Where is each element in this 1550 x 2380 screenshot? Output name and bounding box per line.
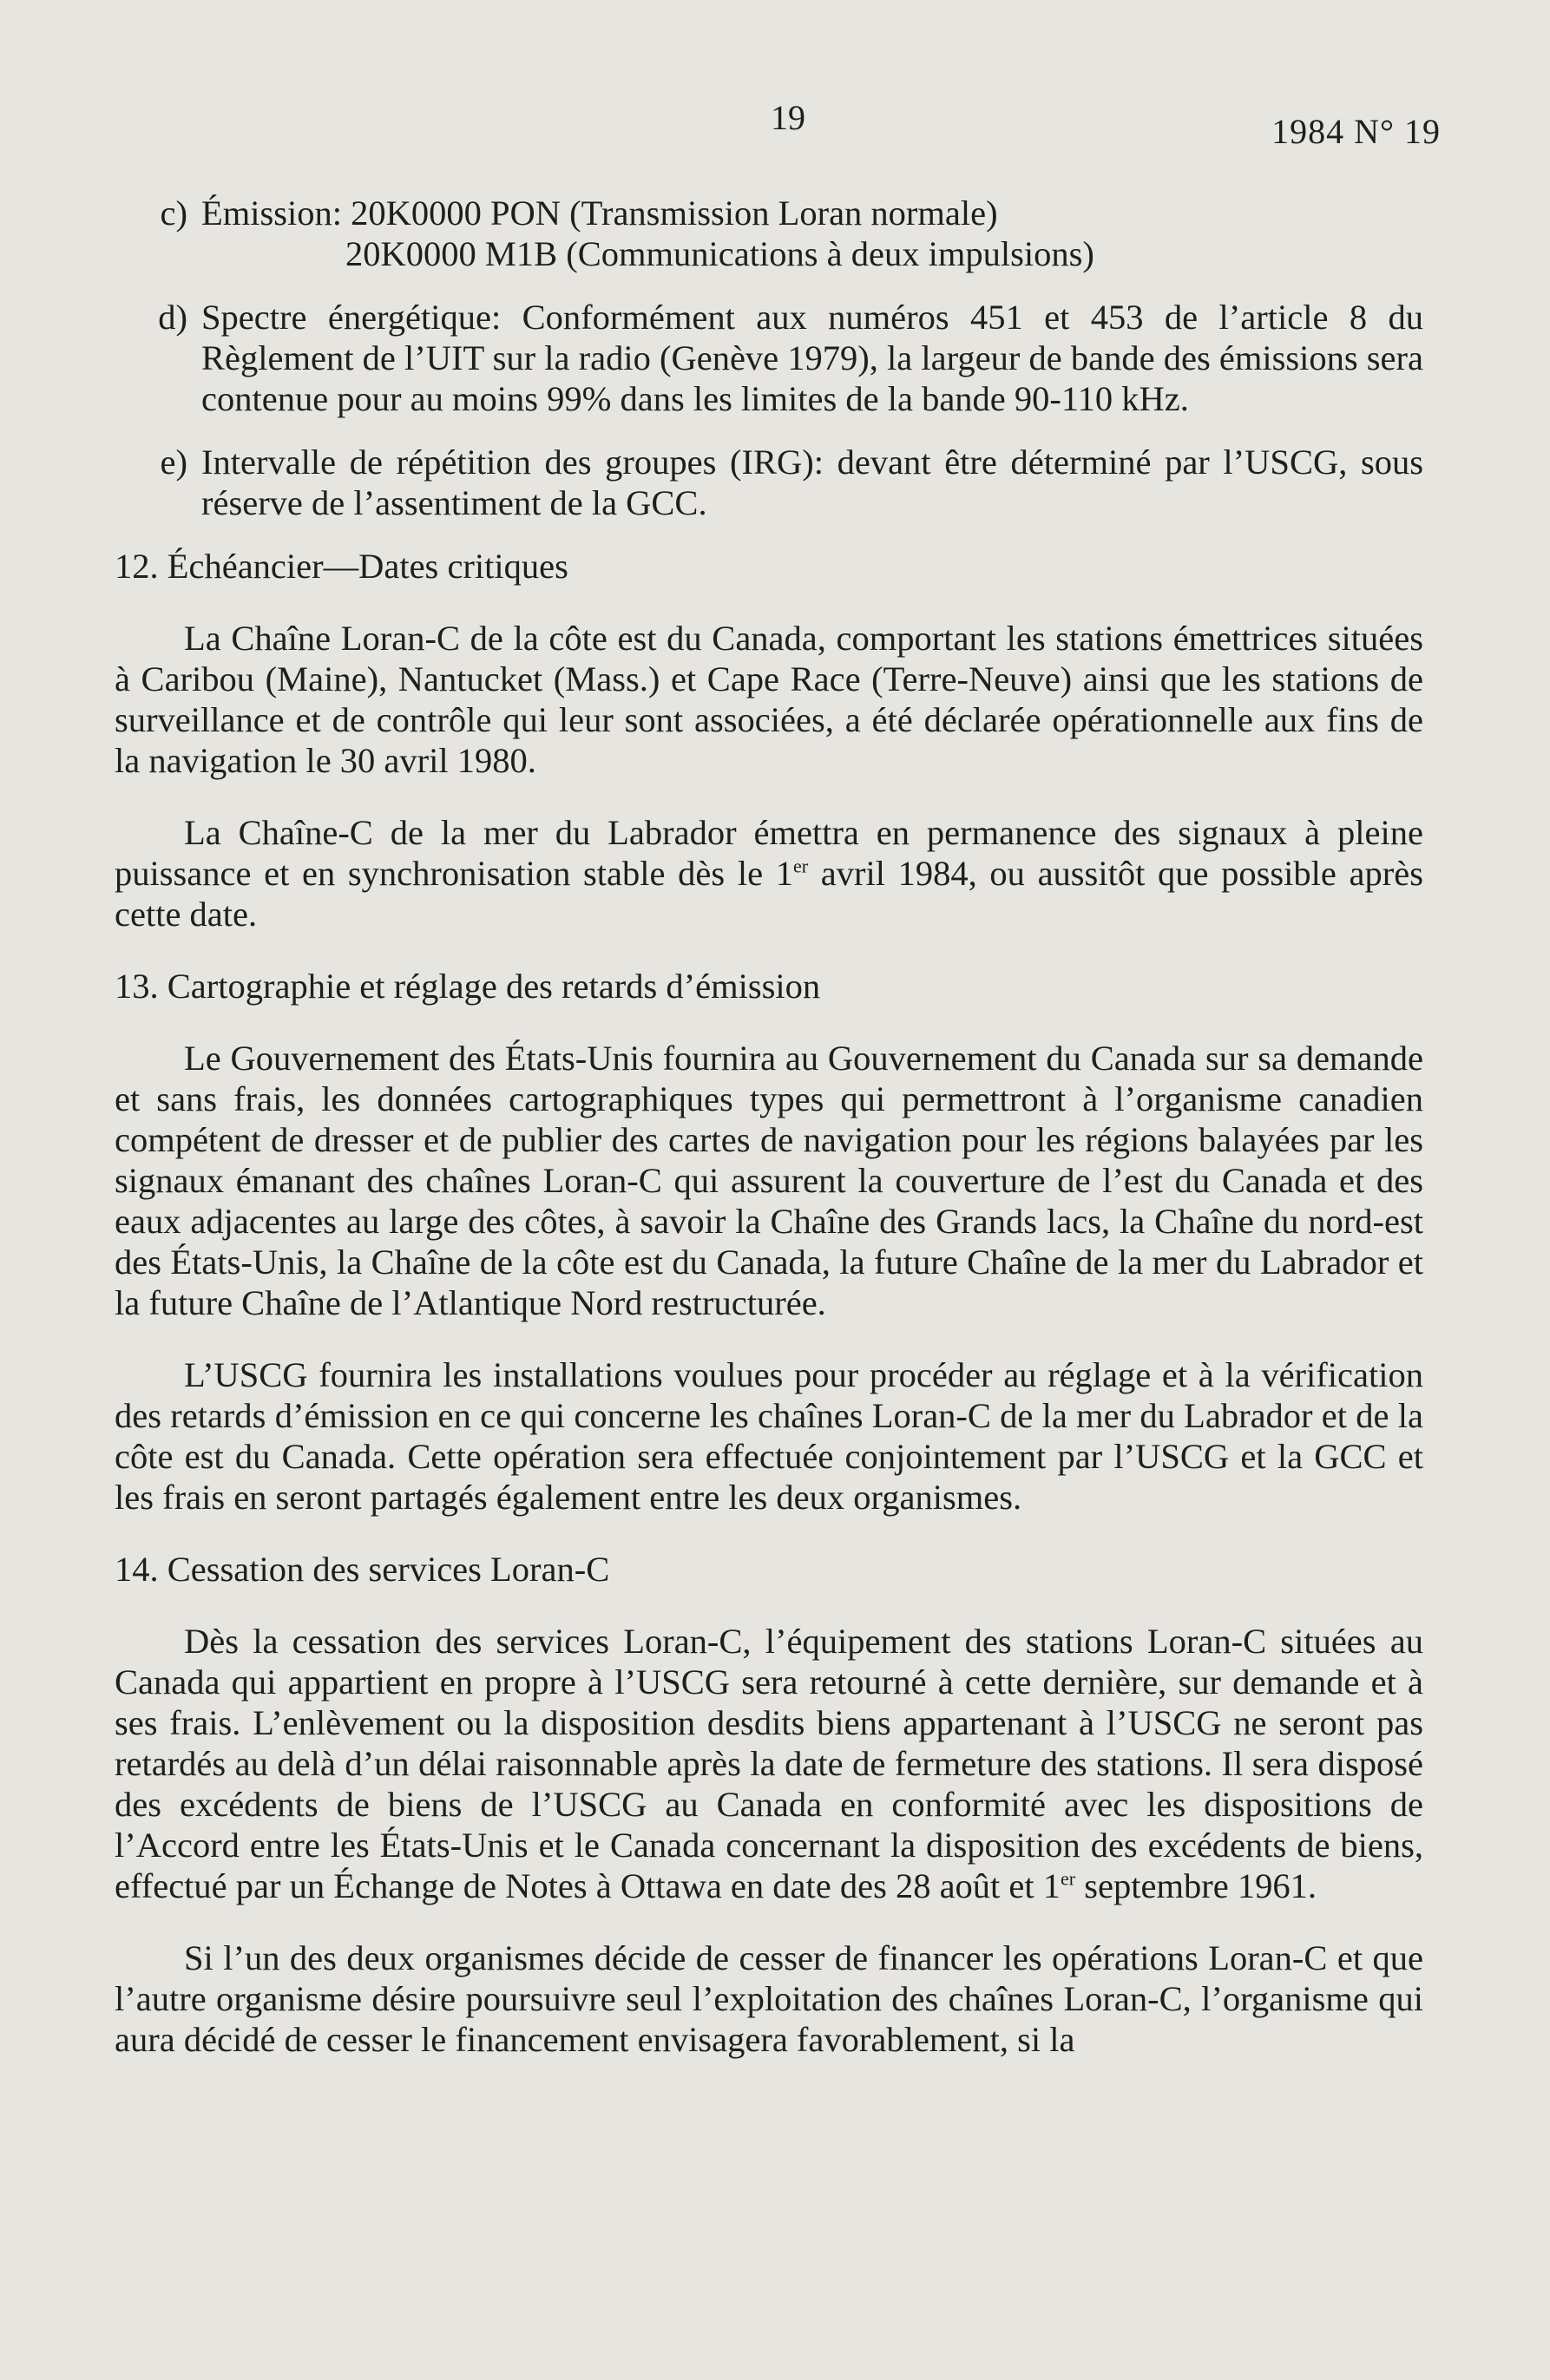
list-body: Spectre énergétique: Conformément aux numéros 451 et 453 de l’article 8 du Règlement de l’UIT sur la radio (Genève 1979), la largeur de bande des émissions sera contenue pour au moins 99% dans les limites de la bande 90-110 kHz. (201, 298, 1423, 418)
emission-line-2: 20K0000 M1B (Communications à deux impulsions) (345, 234, 1094, 273)
list-item-e (115, 442, 1423, 523)
list-body (201, 193, 1423, 274)
paragraph: Dès la cessation des services Loran-C, l’équipement des stations Loran-C situées au Canada qui appartient en propre à l’USCG sera retourné à cette dernière, sur demande et à ses frais. L’enlèvement ou la disposition desdits biens appartenant à l’USCG ne seront pas retardés au delà d’un délai raisonnable après la date de fermeture des stations. Il sera disposé des excédents de biens de l’USCG au Canada en conformité avec les dispositions de l’Accord entre les États-Unis et le Canada concernant la disposition des excédents de biens, effectué par un Échange de Notes à Ottawa en date des 28 août et 1er septembre 1961. (115, 1622, 1423, 1905)
list-body: Intervalle de répétition des groupes (IRG): devant être déterminé par l’USCG, sous réserve de l’assentiment de la GCC. (201, 443, 1423, 522)
document-body (115, 193, 1423, 2088)
list-item-c (115, 193, 1423, 274)
section-heading: 13. Cartographie et réglage des retards d’émission (115, 967, 821, 1006)
section-heading: 12. Échéancier—Dates critiques (115, 547, 568, 586)
list-marker: d) (158, 298, 187, 337)
paragraph: La Chaîne Loran-C de la côte est du Canada, comportant les stations émettrices situées à Caribou (Maine), Nantucket (Mass.) et Cape Race (Terre-Neuve) ainsi que les stations de surveillance et de contrôle qui leur sont associées, a été déclarée opérationnelle aux fins de la navigation le 30 avril 1980. (115, 619, 1423, 780)
volume-reference: 1984 N° 19 (1271, 112, 1441, 151)
list-item-d (115, 297, 1423, 419)
list-marker: e) (160, 443, 187, 482)
paragraph: Le Gouvernement des États-Unis fournira au Gouvernement du Canada sur sa demande et sans frais, les données cartographiques types qui permettront à l’organisme canadien compétent de dresser et de publier des cartes de navigation pour les régions balayées par les signaux émanant des chaînes Loran-C qui assurent la couverture de l’est du Canada et des eaux adjacentes au large des côtes, à savoir la Chaîne des Grands lacs, la Chaîne du nord-est des États-Unis, la Chaîne de la côte est du Canada, la future Chaîne de la mer du Labrador et la future Chaîne de l’Atlantique Nord restructurée. (115, 1039, 1423, 1322)
section-heading: 14. Cessation des services Loran-C (115, 1550, 610, 1589)
list-marker: c) (160, 193, 187, 233)
emission-line-1: Émission: 20K0000 PON (Transmission Loran normale) (201, 193, 998, 233)
page-number: 19 (771, 98, 805, 137)
paragraph: L’USCG fournira les installations voulues pour procéder au réglage et à la vérification des retards d’émission en ce qui concerne les chaînes Loran-C de la mer du Labrador et de la côte est du Canada. Cette opération sera effectuée conjointement par l’USCG et la GCC et les frais en seront partagés également entre les deux organismes. (115, 1355, 1423, 1517)
paragraph: Si l’un des deux organismes décide de cesser de financer les opérations Loran-C et que l’autre organisme désire poursuivre seul l’exploitation des chaînes Loran-C, l’organisme qui aura décidé de cesser le financement envisagera favorablement, si la (115, 1938, 1423, 2059)
paragraph: La Chaîne-C de la mer du Labrador émettra en permanence des signaux à pleine puissance et en synchronisation stable dès le 1er avril 1984, ou aussitôt que possible après cette date. (115, 813, 1423, 934)
